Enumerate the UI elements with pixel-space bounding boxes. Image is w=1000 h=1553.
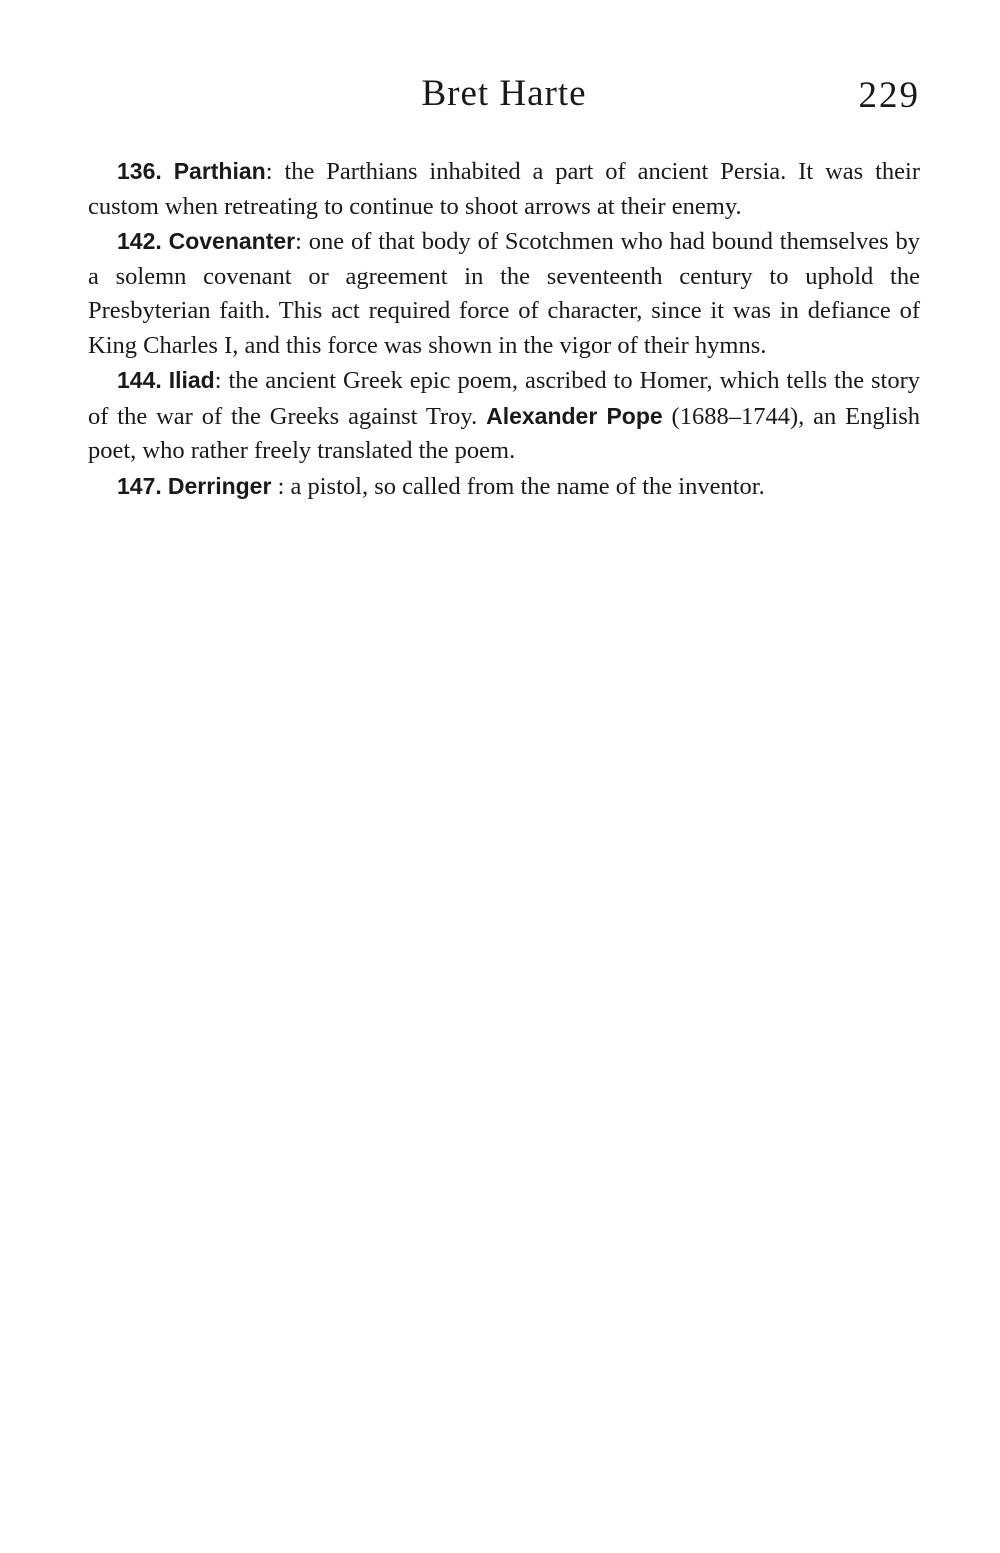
notes-list	[88, 154, 920, 504]
note-136	[88, 154, 920, 224]
page-number: 229	[858, 75, 920, 116]
running-head	[88, 72, 920, 122]
note-term: Parthian	[173, 158, 266, 184]
note-text: : the ancient Greek epic poem, ascribed to Homer, which tells the story of the war of the Greeks against Troy.	[88, 367, 921, 430]
note-144	[88, 363, 920, 469]
note-term-secondary: Alexander Pope	[486, 402, 663, 429]
note-text: : the Parthians inhabited a part of ancient Persia. It was their custom when retreating to continue to shoot arrows at their enemy.	[88, 158, 920, 220]
note-number: 147.	[117, 472, 162, 499]
note-number: 144.	[117, 367, 162, 393]
running-title: Bret Harte	[421, 73, 587, 114]
note-text: : one of that body of Scotchmen who had bound themselves by a solemn covenant or agreement in the seventeenth century to uphold the Presbyterian faith. This act required force of character, since it was in defiance of King Charles I, and this force was shown in the vigor of their hymns.	[88, 228, 920, 359]
note-text-secondary: (1688–1744), an English poet, who rather freely translated the poem.	[88, 402, 920, 464]
note-term: Iliad	[168, 367, 215, 393]
note-number: 136.	[117, 158, 162, 184]
note-number: 142.	[117, 228, 162, 254]
note-term: Covenanter	[168, 228, 296, 254]
note-142	[88, 224, 920, 363]
note-147	[88, 469, 920, 505]
note-term: Derringer	[167, 472, 272, 499]
note-text: : a pistol, so called from the name of the inventor.	[271, 472, 765, 500]
